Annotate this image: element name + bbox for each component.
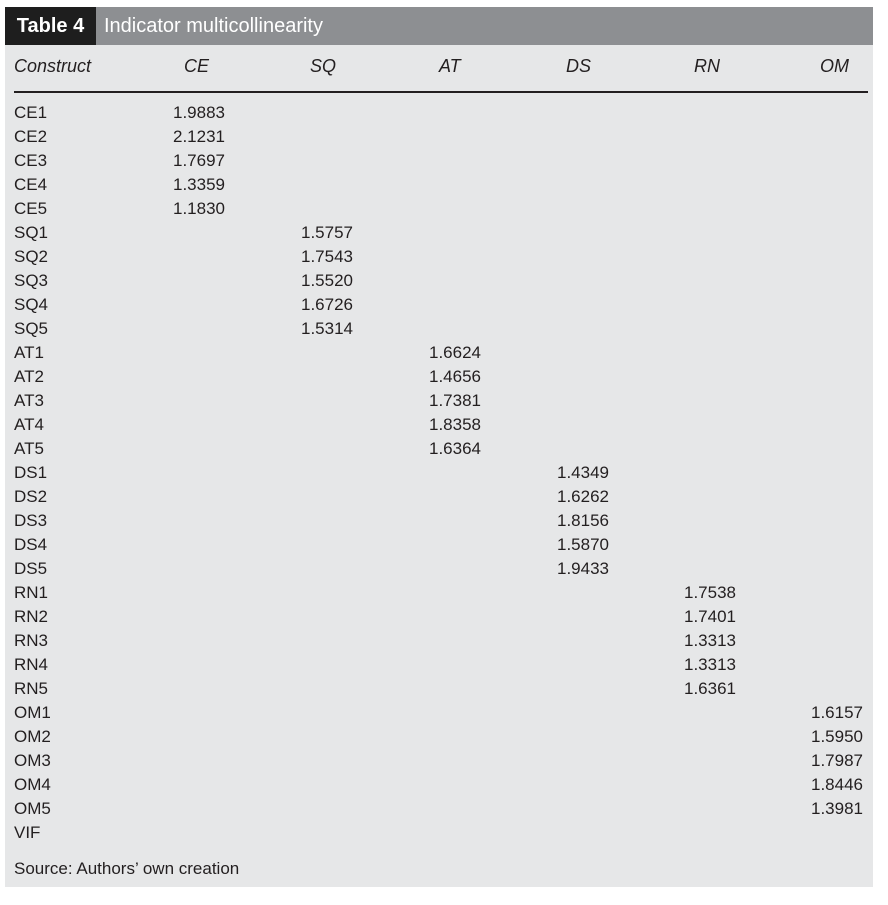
- cell-value: 1.8156: [557, 511, 609, 530]
- row-label: RN2: [14, 607, 49, 626]
- table-label: Table 4: [5, 7, 96, 45]
- cell-value: 1.6361: [684, 679, 736, 698]
- row-label: SQ4: [14, 295, 49, 314]
- row-label: OM3: [14, 751, 51, 770]
- cell-value: 1.1830: [173, 199, 225, 218]
- table-row: [5, 149, 873, 173]
- row-label: OM4: [14, 775, 51, 794]
- cell-value: 1.7987: [811, 751, 863, 770]
- row-label: AT2: [14, 367, 44, 386]
- table-row: [5, 629, 873, 653]
- row-label: RN5: [14, 679, 49, 698]
- cell-value: 1.5870: [557, 535, 609, 554]
- row-label: SQ5: [14, 319, 49, 338]
- cell-value: 1.5757: [301, 223, 353, 242]
- cell-value: 1.3313: [684, 631, 736, 650]
- row-label: SQ3: [14, 271, 49, 290]
- table-row: [5, 653, 873, 677]
- table-body: [5, 101, 873, 845]
- cell-value: 1.4656: [429, 367, 481, 386]
- table-row: [5, 773, 873, 797]
- row-label: OM2: [14, 727, 51, 746]
- cell-value: 1.9433: [557, 559, 609, 578]
- table-panel: [5, 7, 873, 887]
- table-row: [5, 557, 873, 581]
- table-row: [5, 413, 873, 437]
- source-note: [14, 859, 239, 879]
- cell-value: 1.3981: [811, 799, 863, 818]
- table-row: [5, 821, 873, 845]
- row-label: RN4: [14, 655, 49, 674]
- header-rule: [14, 91, 868, 93]
- source-text: Authors’ own creation: [72, 859, 240, 878]
- cell-value: 1.6262: [557, 487, 609, 506]
- cell-value: 1.7543: [301, 247, 353, 266]
- table-row: [5, 245, 873, 269]
- row-label: VIF: [14, 823, 41, 842]
- header-rn: RN: [694, 56, 720, 76]
- header-ds: DS: [566, 56, 592, 76]
- row-label: OM1: [14, 703, 51, 722]
- row-label: SQ1: [14, 223, 49, 242]
- row-label: DS1: [14, 463, 48, 482]
- row-label: DS4: [14, 535, 48, 554]
- cell-value: 1.8358: [429, 415, 481, 434]
- row-label: CE5: [14, 199, 48, 218]
- cell-value: 1.6726: [301, 295, 353, 314]
- cell-value: 1.6624: [429, 343, 481, 362]
- cell-value: 1.5314: [301, 319, 353, 338]
- row-label: RN1: [14, 583, 49, 602]
- table-row: [5, 701, 873, 725]
- table-row: [5, 749, 873, 773]
- table-row: [5, 221, 873, 245]
- table-row: [5, 341, 873, 365]
- table-row: [5, 197, 873, 221]
- table-row: [5, 389, 873, 413]
- table-title: Indicator multicollinearity: [104, 15, 323, 37]
- row-label: AT5: [14, 439, 44, 458]
- row-label: DS5: [14, 559, 48, 578]
- row-label: AT3: [14, 391, 44, 410]
- table-row: [5, 125, 873, 149]
- table-row: [5, 797, 873, 821]
- row-label: RN3: [14, 631, 49, 650]
- table-row: [5, 677, 873, 701]
- row-label: CE4: [14, 175, 48, 194]
- table-row: [5, 101, 873, 125]
- cell-value: 1.5520: [301, 271, 353, 290]
- cell-value: 1.5950: [811, 727, 863, 746]
- cell-value: 1.7401: [684, 607, 736, 626]
- table-row: [5, 509, 873, 533]
- table-row: [5, 173, 873, 197]
- cell-value: 1.6364: [429, 439, 481, 458]
- row-label: AT4: [14, 415, 44, 434]
- row-label: CE1: [14, 103, 48, 122]
- cell-value: 1.3313: [684, 655, 736, 674]
- cell-value: 2.1231: [173, 127, 225, 146]
- header-sq: SQ: [310, 56, 337, 76]
- row-label: DS3: [14, 511, 48, 530]
- header-ce: CE: [184, 56, 210, 76]
- row-label: SQ2: [14, 247, 49, 266]
- table-title-bar: [5, 7, 873, 45]
- cell-value: 1.7697: [173, 151, 225, 170]
- table-row: [5, 437, 873, 461]
- table-row: [5, 533, 873, 557]
- cell-value: 1.9883: [173, 103, 225, 122]
- source-label: Source:: [14, 859, 73, 878]
- row-label: AT1: [14, 343, 44, 362]
- table-row: [5, 317, 873, 341]
- cell-value: 1.7381: [429, 391, 481, 410]
- row-label: CE2: [14, 127, 48, 146]
- table-row: [5, 269, 873, 293]
- header-at: AT: [439, 56, 461, 76]
- table-row: [5, 293, 873, 317]
- cell-value: 1.6157: [811, 703, 863, 722]
- row-label: CE3: [14, 151, 48, 170]
- table-row: [5, 461, 873, 485]
- header-construct: Construct: [14, 56, 92, 76]
- table-row: [5, 365, 873, 389]
- row-label: DS2: [14, 487, 48, 506]
- table-row: [5, 581, 873, 605]
- table-row: [5, 725, 873, 749]
- cell-value: 1.7538: [684, 583, 736, 602]
- table-row: [5, 605, 873, 629]
- table-row: [5, 485, 873, 509]
- cell-value: 1.4349: [557, 463, 609, 482]
- header-om: OM: [820, 56, 849, 76]
- cell-value: 1.8446: [811, 775, 863, 794]
- row-label: OM5: [14, 799, 51, 818]
- cell-value: 1.3359: [173, 175, 225, 194]
